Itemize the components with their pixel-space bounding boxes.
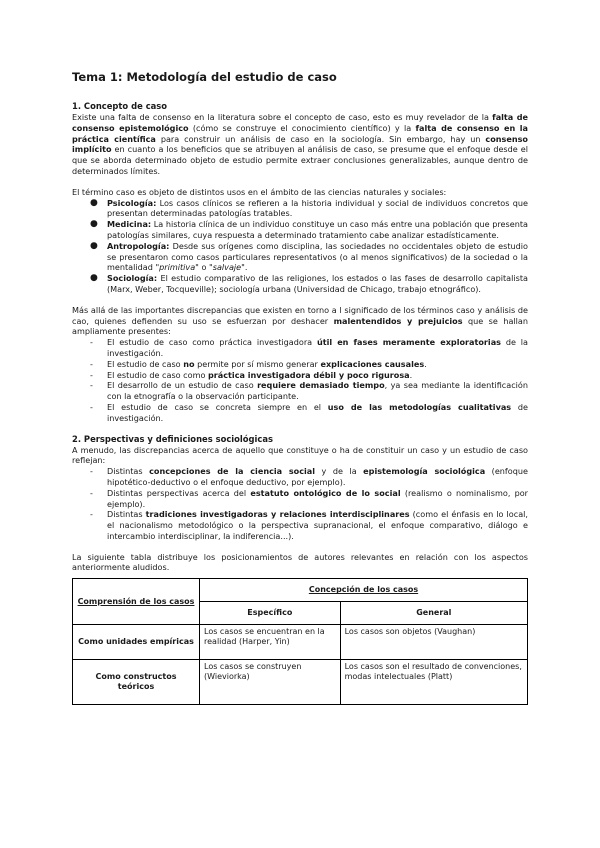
document-page	[72, 70, 528, 705]
table-cell: Los casos se encuentran en la realidad (Harper, Yin)	[200, 625, 341, 660]
list-item: - El estudio de caso no permite por sí mismo generar explicaciones causales.	[90, 358, 427, 369]
table-row-header: Como unidades empíricas	[73, 625, 200, 660]
section-heading-1: 1. Concepto de caso	[72, 101, 168, 111]
list-item: - El estudio de caso se concreta siempre en el uso de las metodologías cualitativas de investigación.	[90, 401, 528, 423]
bullet-icon: ●	[90, 197, 98, 208]
list-item: ● Antropología: Desde sus orígenes como disciplina, las sociedades no occidentales objeto de estudio se presentaron como casos particulares representativos (o al menos significativos) de la sociedad o la mentalidad "primitiva" o "salvaje".	[90, 240, 528, 273]
paragraph: A menudo, las discrepancias acerca de aquello que constituye o ha de constituir un caso y un estudio de caso reflejan:	[72, 444, 528, 466]
list-item: ● Medicina: La historia clínica de un individuo constituye un caso más entre una población que presenta patologías similares, cuya respuesta a determinado tratamiento cabe analizar estadísticamente.	[90, 219, 528, 240]
list-item: - Distintas tradiciones investigadoras y relaciones interdisciplinares (como el énfasis en lo local, el nacionalismo metodológico o la perspectiva supranacional, el enfoque comparativo, diálogo e intercambio interdisciplinar, la indiferencia...).	[90, 509, 528, 541]
table-row-header: Como constructos teóricos	[73, 660, 200, 705]
dash-list	[72, 337, 528, 423]
list-item: - Distintas perspectivas acerca del estatuto ontológico de lo social (realismo o nominalismo, por ejemplo).	[90, 487, 529, 509]
dash-list	[72, 466, 528, 542]
table-header-concepcion: Concepción de los casos	[200, 579, 528, 602]
table-row	[73, 660, 528, 705]
authors-table	[72, 578, 528, 705]
table-header-comprension: Comprensión de los casos	[73, 579, 200, 625]
section-heading-2: 2. Perspectivas y definiciones sociológicas	[72, 433, 274, 444]
paragraph: Existe una falta de consenso en la literatura sobre el concepto de caso, esto es muy revelador de la falta de consenso epistemológico (cómo se construye el conocimiento científico) y la falta de consenso en la práctica científica para construir un análisis de caso en la sociología. Sin embargo, hay un consenso implícito en cuanto a los beneficios que se atribuyen al análisis de caso, se presume que el enfoque desde el que se aborda determinado objeto de estudio permite extraer conclusiones generalizables, aunque dentro de determinados límites.	[72, 112, 528, 176]
table-cell: Los casos se construyen (Wieviorka)	[200, 660, 341, 705]
paragraph: La siguiente tabla distribuye los posicionamientos de autores relevantes en relación con los aspectos anteriormente aludidos.	[72, 551, 528, 573]
table-cell: Los casos son objetos (Vaughan)	[340, 625, 527, 660]
list-item: - El estudio de caso como práctica investigadora débil y poco rigurosa.	[90, 369, 413, 380]
page-title: Tema 1: Metodología del estudio de caso	[72, 70, 337, 84]
paragraph: Más allá de las importantes discrepancias que existen en torno a l significado de los términos caso y análisis de cao, quienes defienden su uso se esfuerzan por deshacer malentendidos y prejuicios que se hallan ampliamente presentes:	[72, 304, 528, 337]
paragraph: El término caso es objeto de distintos usos en el ámbito de las ciencias naturales y sociales:	[72, 186, 447, 197]
list-item: - Distintas concepciones de la ciencia social y de la epistemología sociológica (enfoque hipotético-deductivo o el enfoque deductivo, por ejemplo).	[90, 466, 528, 487]
list-item: ● Psicología: Los casos clínicos se refieren a la historia individual y social de individuos concretos que presentan determinadas patologías tratables.	[90, 197, 528, 219]
bullet-icon: ●	[90, 240, 98, 251]
list-item: - El desarrollo de un estudio de caso requiere demasiado tiempo, ya sea mediante la identificación con la etnografía o la observación participante.	[90, 380, 528, 402]
table-subheader-especifico: Específico	[200, 602, 341, 625]
table-cell: Los casos son el resultado de convenciones, modas intelectuales (Platt)	[340, 660, 527, 705]
bullet-list	[72, 198, 528, 295]
table-row	[73, 625, 528, 660]
bullet-icon: ●	[90, 273, 98, 284]
list-item: - El estudio de caso como práctica investigadora útil en fases meramente exploratorias de la investigación.	[90, 337, 528, 358]
list-item: ● Sociología: El estudio comparativo de las religiones, los estados o las fases de desarrollo capitalista (Marx, Weber, Tocqueville); sociología urbana (Universidad de Chicago, trabajo etnográfico).	[90, 273, 528, 294]
table-subheader-general: General	[340, 602, 527, 625]
bullet-icon: ●	[90, 219, 98, 230]
